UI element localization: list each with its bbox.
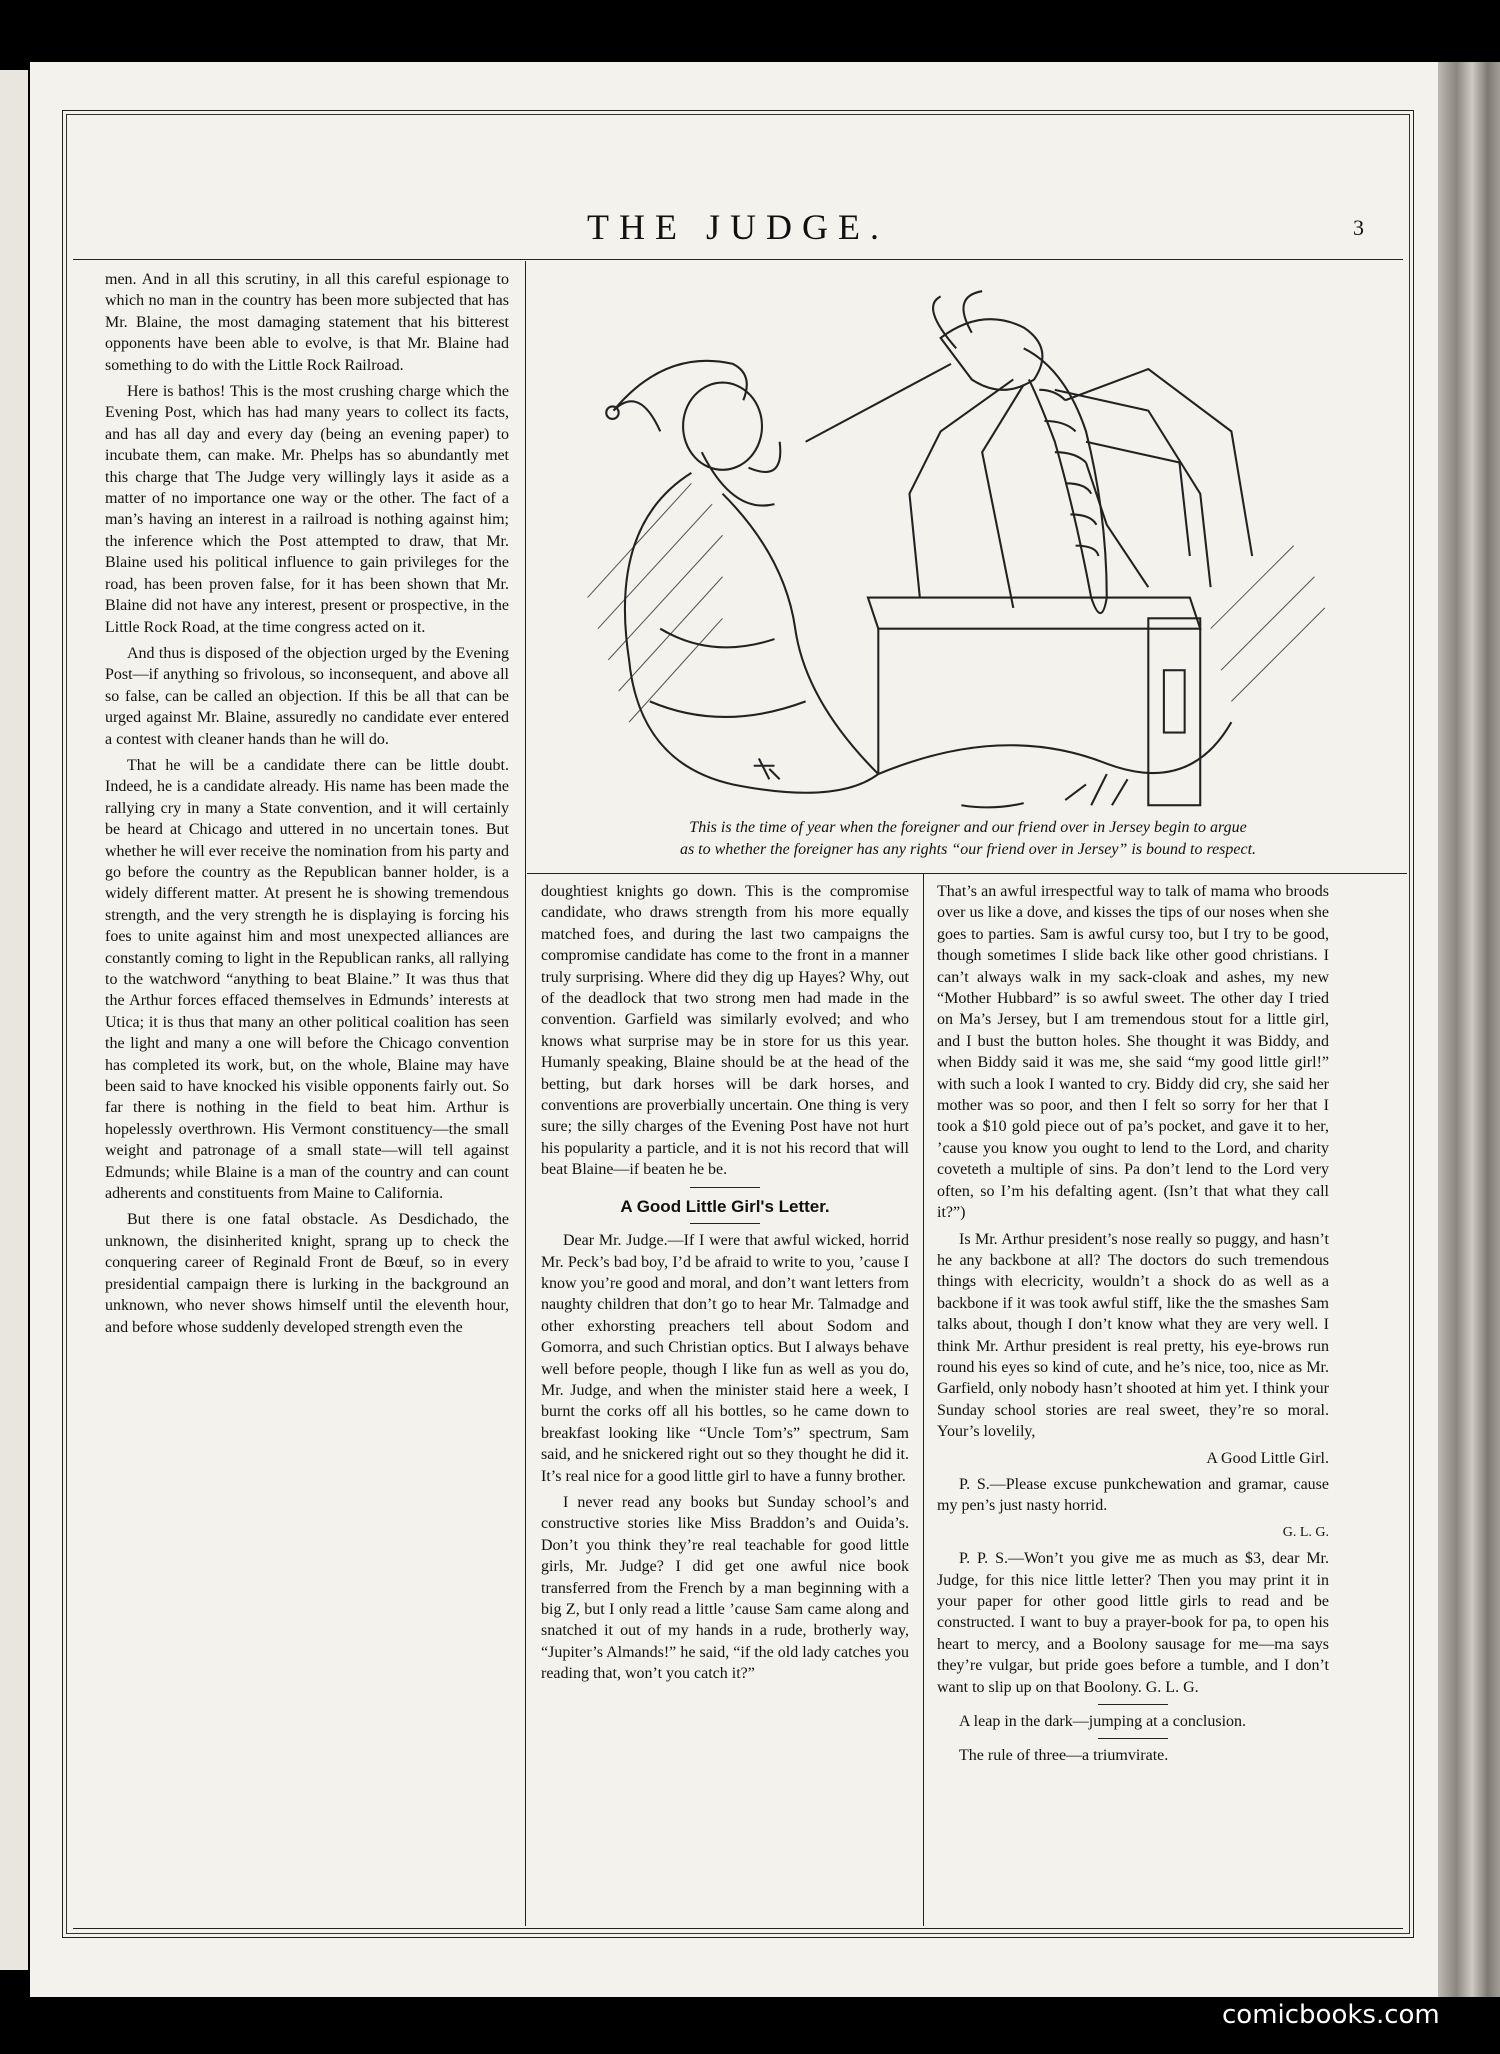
article-heading: A Good Little Girl's Letter.	[620, 1196, 830, 1216]
col1-paragraph: men. And in all this scrutiny, in all this careful espionage to which no man in the country has been more subjected that has Mr. Blaine, the most damaging statement that his bitterest opponents have been able to evolve, is that Mr. Blaine had something to do with the Little Rock Railroad.	[105, 271, 509, 374]
caption-line-2: as to whether the foreigner has any rights “our friend over in Jersey” is bound to respect.	[679, 841, 1257, 858]
col2-continuation: doughtiest knights go down. This is the compromise candidate, who draws strength from his more equally matched foes, and during the last two campaigns the compromise candidate has come to the front in a manner truly surprising. Where did they dig up Hayes? Why, out of the deadlock that two strong men had made in the convention. Garfield was similarly evolved; and who knows what surprise may be in store for us this year. Humanly speaking, Blaine should be at the head of the betting, but dark horses will be dark horses, and conventions are proverbially uncertain. One thing is very sure; the silly charges of the Evening Post have not hurt his popularity a particle, and it is not his record that will beat Blaine—if beaten he be.	[541, 883, 909, 1179]
illustration-caption	[533, 817, 1403, 861]
postscript-initials: G. L. G.	[1282, 1524, 1329, 1540]
page-frame	[62, 110, 1414, 1938]
watermark: comicbooks.com	[1222, 2000, 1440, 2030]
letter-paragraph: I never read any books but Sunday school’s and constructive stories like Miss Braddon’s and Ouida’s. Don’t you think they’re real teachable for good little girls, Mr. Judge? I did get one awful nice book transferred from the French by a man beginning with a big Z, but I only read a little ’cause Sam came along and snatched it out of my hands in a rude, brotherly way, “Jupiter’s Almands!” he said, “if the old lady catches you reading that, won’t you catch it?”	[541, 1493, 909, 1683]
joke: The rule of three—a triumvirate.	[959, 1747, 1169, 1765]
column-divider-1	[525, 261, 526, 1926]
postscript: P. S.—Please excuse punkchewation and gramar, cause my pen’s just nasty horrid.	[937, 1475, 1329, 1515]
section-divider	[690, 1223, 760, 1224]
col1-paragraph: And thus is disposed of the objection urged by the Evening Post—if anything so frivolous, so inconsequent, and above all so false, can be called an objection. If this be all that can be urged against Mr. Blaine, assuredly no candidate ever entered a contest with cleaner hands than he will do.	[105, 644, 509, 748]
second-postscript: P. P. S.—Won’t you give me as much as $3, dear Mr. Judge, for this nice little letter? Then you may print it in your paper for other good little girls to read and be constructed. I want to buy a prayer-book for pa, to open his heart to mercy, and a Boolony sausage for me—ma says they’re vulgar, but pride goes before a tumble, and I don’t want to slip up on that Boolony. G. L. G.	[937, 1550, 1329, 1696]
section-divider	[1098, 1704, 1168, 1705]
letter-paragraph: That’s an awful irrespectful way to talk of mama who broods over us like a dove, and kisses the tips of our noses when she goes to parties. Sam is awful cursy too, but I try to be good, though sometimes I slide back like other good christians. I can’t always walk in my sack-cloak and ashes, my new “Mother Hubbard” is so awful sweet. The other day I tried on Ma’s Jersey, but I am tremendous stout for a little girl, and I bust the button holes. She thought it was Biddy, and when Biddy said it was me, she said “my good little girl!” with such a look I wanted to cry. Biddy did cry, she said her mother was so poor, and then I felt so sorry for her that I took a $10 gold piece out of pa’s pocket, and gave it to her, ’cause you know you ought to lend to the Lord, and charity coveteth a multiple of sins. Pa don’t lend to the Lord very often, so I’m his defalting agent. (Isn’t that what they call it?”)	[937, 883, 1329, 1222]
col1-paragraph: Here is bathos! This is the most crushing charge which the Evening Post, which has had many years to collect its facts, and has all day and every day (being an evening paper) to incubate them, can make. Mr. Phelps has so abundantly met this charge that The Judge very willingly lays it aside as a matter of no importance one way or the other. The fact of a man’s having an interest in a railroad is nothing against him; the inference which the Post attempted to draw, that Mr. Blaine used his political influence to gain privileges for the road, has been proven false, for it has been shown that Mr. Blaine did not have any interest, present or prospective, in the Little Rock Road, at the time congress acted on it.	[105, 383, 509, 636]
column-2	[541, 881, 909, 1690]
page-number: 3	[1353, 215, 1364, 240]
letter-signature: A Good Little Girl.	[1206, 1449, 1329, 1467]
joke: A leap in the dark—jumping at a conclusion.	[959, 1713, 1247, 1731]
adjacent-page-edge	[0, 70, 28, 1970]
cartoon-illustration	[561, 286, 1341, 826]
masthead-rule	[73, 259, 1403, 260]
letter-paragraph: Dear Mr. Judge.—If I were that awful wicked, horrid Mr. Peck’s bad boy, I’d be afraid to write to you, ’cause I know you’re good and moral, and don’t want letters from naughty children that don’t go to hear Mr. Talmadge and other exhorsting preachers tell about Sodom and Gomorra, and such Christian optics. But I always behave well before people, though I like fun as well as you do, Mr. Judge, and when the minister staid here a week, I burnt the corks off all his bottles, so he came down to breakfast looking like “Uncle Tom’s” spectrum, Sam said, and he snickered right out so they thought he did it. It’s real nice for a good little girl to have a funny brother.	[541, 1232, 909, 1485]
column-1	[105, 269, 509, 1343]
section-divider	[1098, 1738, 1168, 1739]
binding-spine	[1438, 62, 1500, 1997]
caption-line-1: This is the time of year when the foreigner and our friend over in Jersey begin to argue	[689, 819, 1247, 836]
bottom-rule	[73, 1928, 1403, 1929]
column-3	[937, 881, 1329, 1772]
col1-paragraph: But there is one fatal obstacle. As Desdichado, the unknown, the disinherited knight, sprang up to check the conquering career of Reginald Front de Bœuf, so in every presidential campaign there is lurking in the background an unknown, who never shows himself until the eleventh hour, and before whose suddenly developed strength even the	[105, 1211, 509, 1336]
column-divider-2	[923, 873, 924, 1926]
col1-paragraph: That he will be a candidate there can be little doubt. Indeed, he is a candidate already. His name has been made the rallying cry in many a State convention, and it will certainly be heard at Chicago and uttered in no uncertain tones. But whether he will ever receive the nomination from his party and go before the country as the Republican banner holder, is a widely different matter. At present he is showing tremendous strength, and the very strength he is displaying is forcing his foes to unite against him and most unexpected alliances are constantly coming to light in the Republican ranks, all rallying to the watchword “anything to beat Blaine.” It was thus that the Arthur forces effaced themselves in Edmunds’ interests at Utica; it is thus that many an other political coalition has seen the light and many a one will before the Chicago convention has completed its work, but, on the whole, Blaine may have been said to have knocked his visible opponents fairly out. So far there is nothing in the field to beat him. Arthur is hopelessly overthrown. His Vermont constituency—the small weight and patronage of a small state—will tell against Edmunds; while Blaine is a man of the country and can count adherents and constituents from Maine to California.	[105, 756, 509, 1203]
section-divider	[690, 1187, 760, 1188]
masthead-title: THE JUDGE.	[587, 207, 889, 247]
letter-paragraph: Is Mr. Arthur president’s nose really so puggy, and hasn’t he any backbone at all? The doctors do such tremendous things with elecricity, wouldn’t a shock do as well as a backbone if it was took awful stiff, like the the smashes Sam talks about, though I don’t know what they are very well. I think Mr. Arthur president is real pretty, his eye-brows run round his eyes so kind of cute, and he’s nice, too, nice as Mr. Garfield, only nobody hasn’t shooted at him yet. I think your Sunday school stories are real sweet, they’re so moral. Your’s lovelily,	[937, 1230, 1329, 1441]
illustration-bottom-rule	[527, 873, 1407, 874]
